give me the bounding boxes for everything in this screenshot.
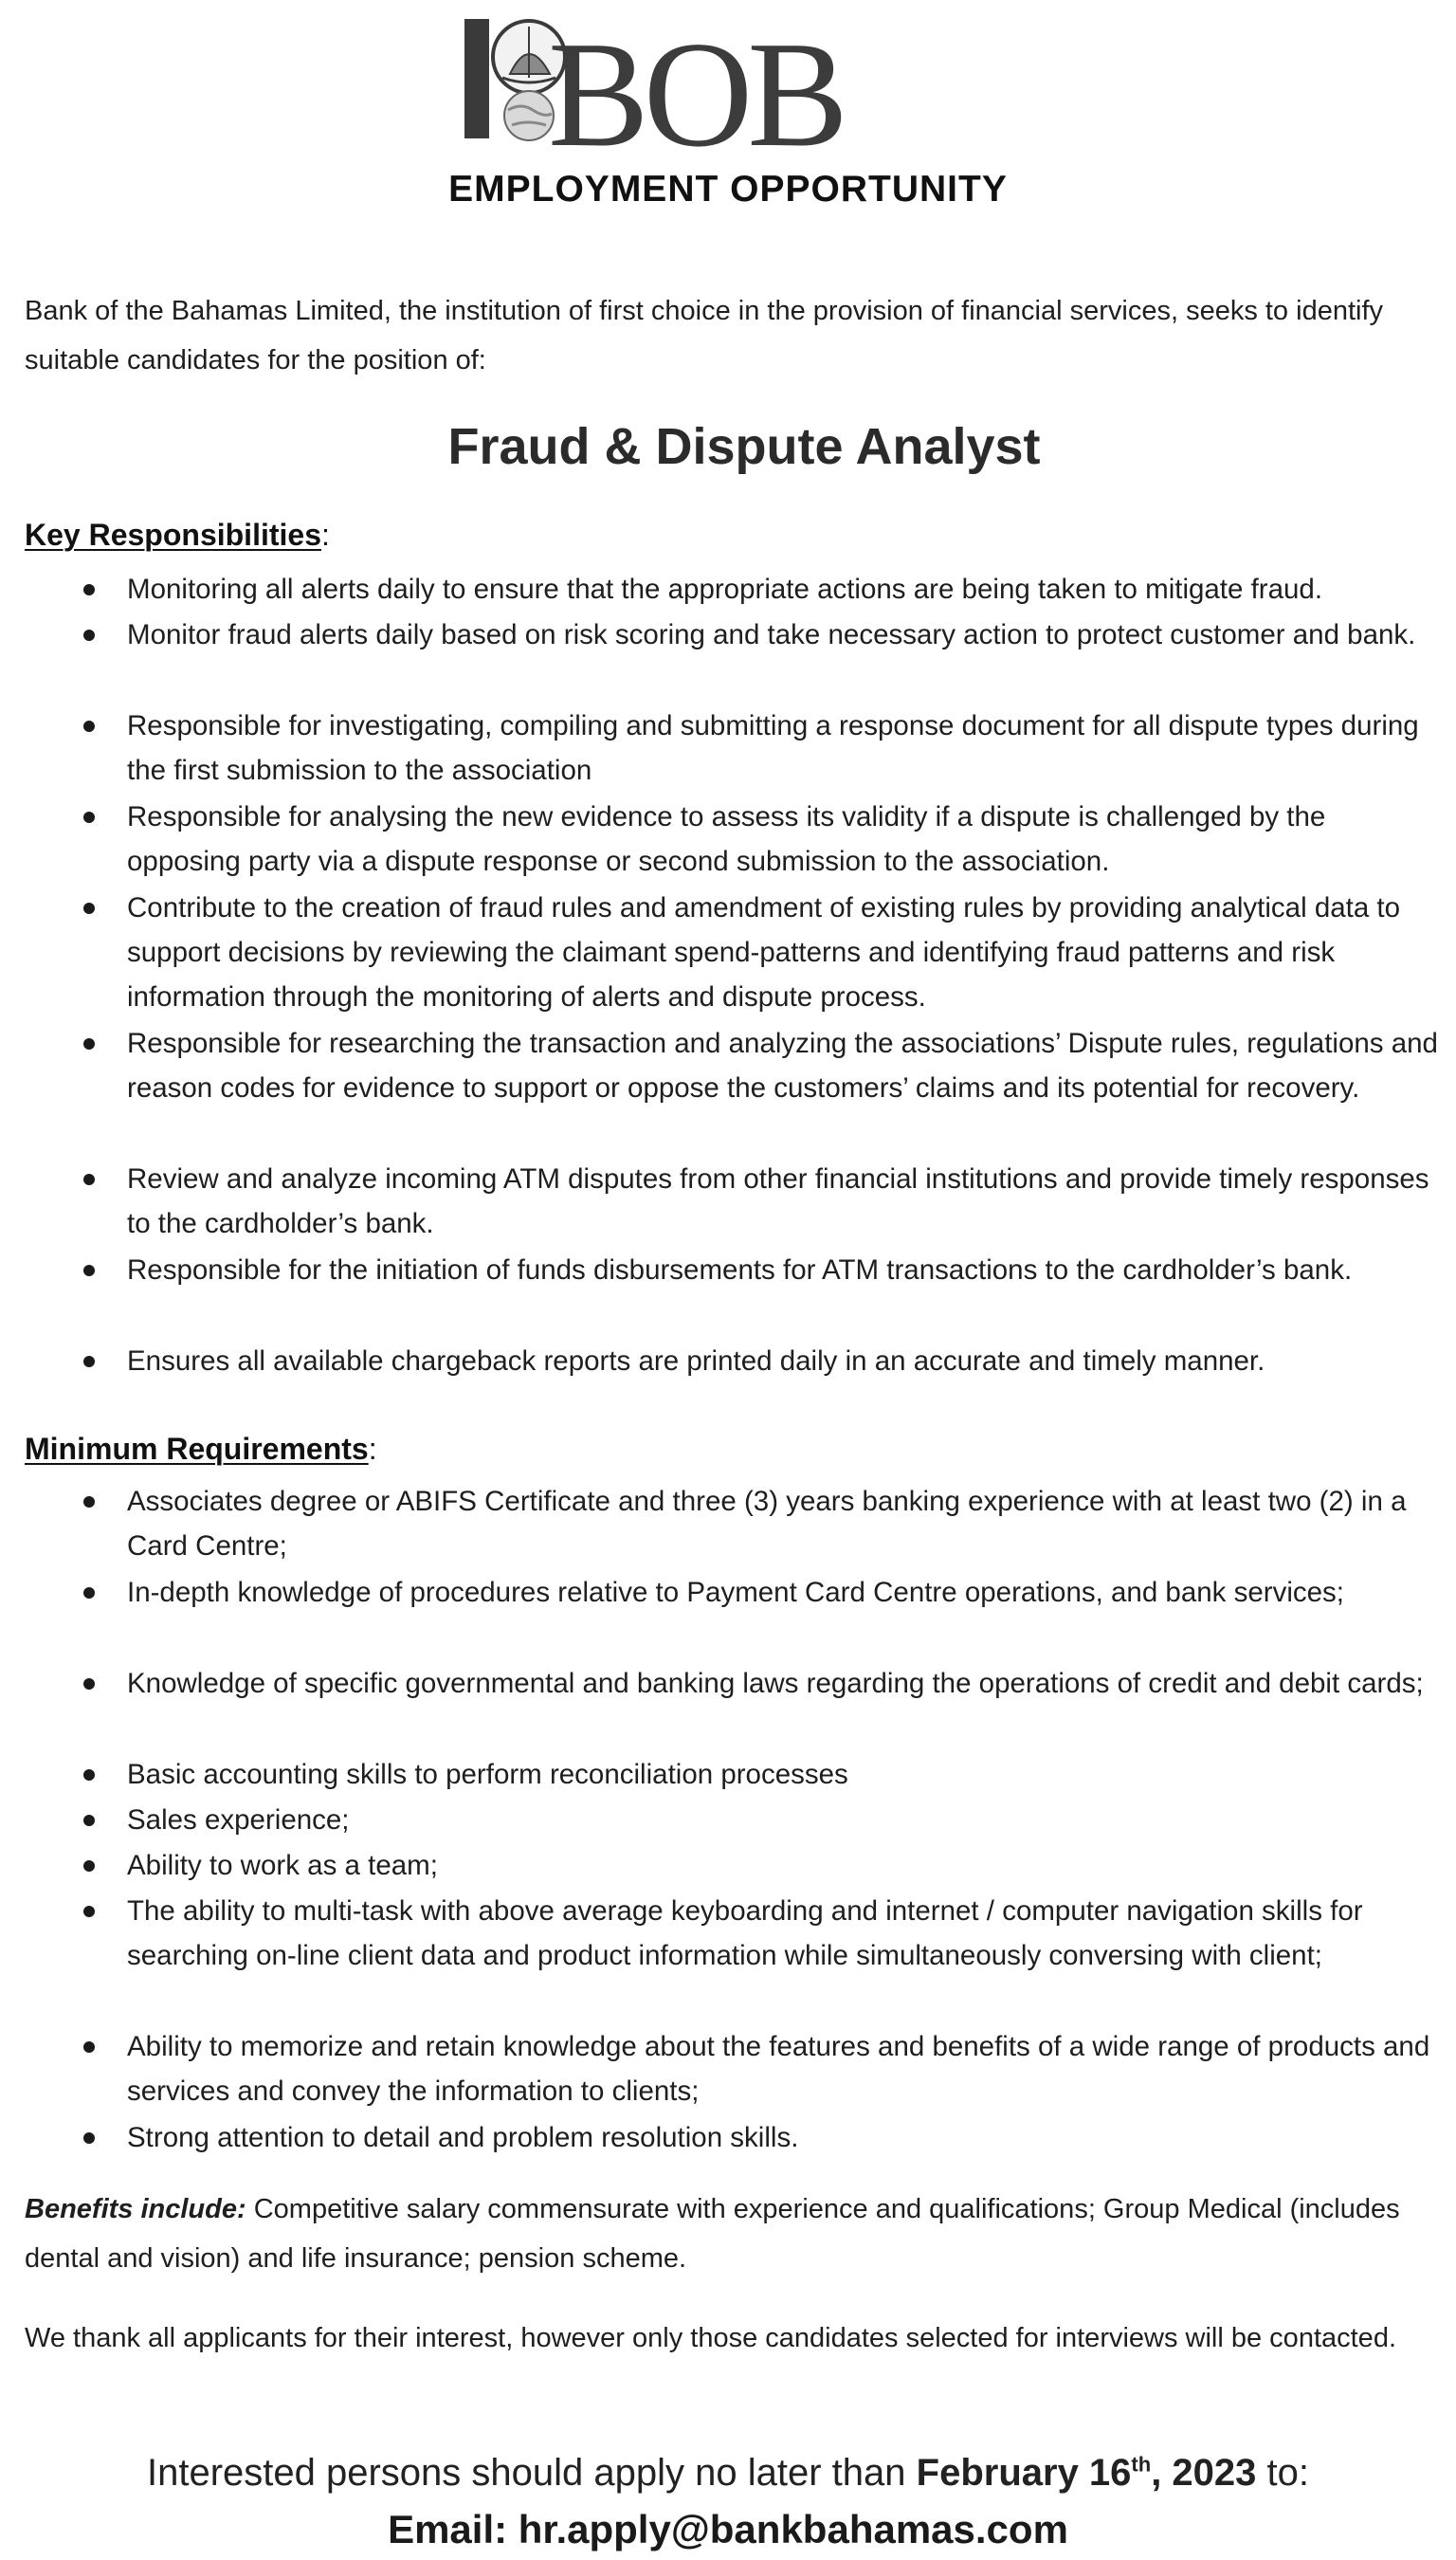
bullet-icon [83,2132,95,2144]
bullet-icon [83,630,95,641]
bullet-icon [83,2041,95,2053]
list-item: Monitoring all alerts daily to ensure that the appropriate actions are being taken to mitigate fraud. [127,567,1445,612]
bullet-icon [83,1265,95,1276]
bullet-icon [83,1678,95,1690]
position-title: Fraud & Dispute Analyst [447,418,1041,475]
bullet-icon [83,1860,95,1872]
list-item: Monitor fraud alerts daily based on risk scoring and take necessary action to protect customer and bank. [127,613,1445,657]
apply-prefix: Interested persons should apply no later than [146,2452,906,2494]
key-responsibilities-heading: Key Responsibilities: [25,518,330,552]
bullet-icon [83,812,95,823]
list-item: Associates degree or ABIFS Certificate and three (3) years banking experience with at least two (2) in a Card Centre; [127,1479,1445,1568]
bullet-icon [83,1174,95,1185]
bullet-icon [83,1587,95,1599]
bullet-icon [83,903,95,914]
list-item: Responsible for researching the transaction and analyzing the associations’ Dispute rules, regulations and reason codes for evidence to support or oppose the customers’ claims and its potential for recovery. [127,1021,1445,1110]
list-item: Responsible for the initiation of funds disbursements for ATM transactions to the cardholder’s bank. [127,1248,1445,1292]
list-item: Ability to memorize and retain knowledge about the features and benefits of a wide range of products and services and convey the information to clients; [127,2024,1445,2113]
list-item: The ability to multi-task with above average keyboarding and internet / computer navigation skills for searching on-line client data and product information while simultaneously conversing with client; [127,1889,1445,1978]
bullet-icon [83,1496,95,1508]
list-item: Strong attention to detail and problem resolution skills. [127,2115,1445,2160]
page-heading: EMPLOYMENT OPPORTUNITY [448,169,1008,210]
logo-wordmark: BOB [548,9,843,178]
apply-email[interactable]: Email: hr.apply@bankbahamas.com [388,2507,1068,2551]
list-item: Review and analyze incoming ATM disputes from other financial institutions and provide timely responses to the cardholder’s bank. [127,1157,1445,1246]
key-responsibilities-label: Key Responsibilities [25,518,321,552]
list-item: Basic accounting skills to perform reconciliation processes [127,1752,1445,1797]
apply-date: February 16 [916,2452,1132,2494]
list-item: Ability to work as a team; [127,1843,1445,1888]
bob-logo [455,9,910,178]
benefits-label: Benefits include: [25,2194,246,2224]
apply-suffix: to: [1266,2452,1310,2494]
minimum-requirements-heading: Minimum Requirements: [25,1432,377,1466]
bullet-icon [83,1815,95,1826]
list-item: Responsible for analysing the new evidence to assess its validity if a dispute is challenged by the opposing party via a dispute response or second submission to the association. [127,795,1445,884]
benefits-text: Competitive salary commensurate with experience and qualifications; Group Medical (includes dental and vision) and life insurance; pension scheme. [25,2194,1400,2274]
bullet-icon [83,584,95,595]
list-item: Sales experience; [127,1798,1445,1842]
bullet-icon [83,721,95,732]
bullet-icon [83,1038,95,1050]
benefits-paragraph [25,2185,1428,2283]
list-item: Contribute to the creation of fraud rules and amendment of existing rules by providing analytical data to support decisions by reviewing the claimant spend-patterns and identifying fraud patterns and risk information through the monitoring of alerts and dispute process. [127,886,1445,1019]
minimum-requirements-label: Minimum Requirements [25,1432,369,1466]
list-item: Ensures all available chargeback reports are printed daily in an accurate and timely manner. [127,1339,1445,1383]
bullet-icon [83,1356,95,1367]
apply-deadline [0,2452,1456,2495]
list-item: Knowledge of specific governmental and banking laws regarding the operations of credit and debit cards; [127,1661,1445,1706]
apply-year: , 2023 [1151,2452,1257,2494]
list-item: In-depth knowledge of procedures relative to Payment Card Centre operations, and bank services; [127,1570,1445,1615]
list-item: Responsible for investigating, compiling and submitting a response document for all dispute types during the first submission to the association [127,704,1445,793]
bullet-icon [83,1769,95,1781]
intro-paragraph: Bank of the Bahamas Limited, the institution of first choice in the provision of financial services, seeks to identify suitable candidates for the position of: [25,296,1384,375]
bullet-icon [83,1906,95,1917]
apply-date-suffix: th [1131,2452,1152,2477]
thanks-paragraph: We thank all applicants for their interest, however only those candidates selected for interviews will be contacted. [25,2323,1396,2353]
